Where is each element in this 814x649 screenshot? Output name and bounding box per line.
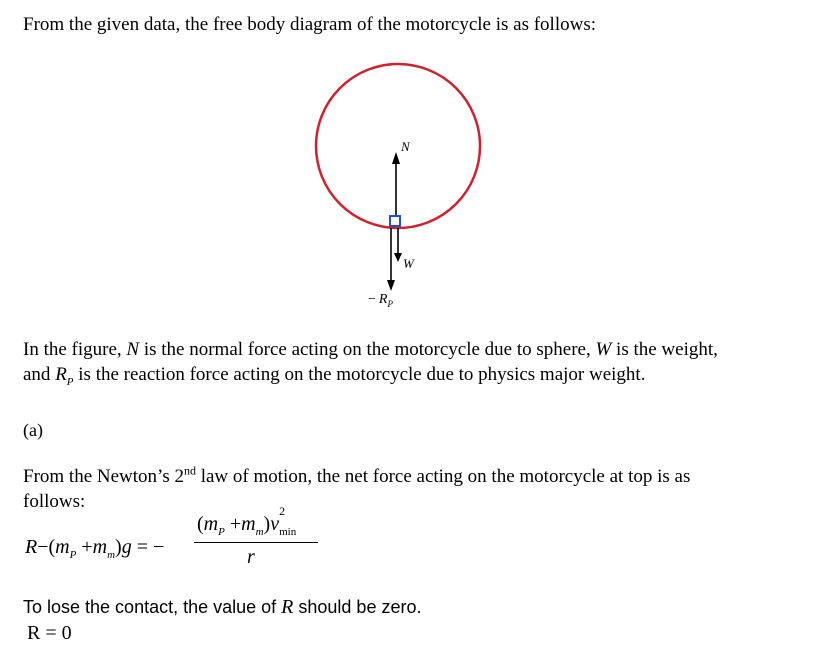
part-label: (a) (23, 420, 43, 440)
fraction-bar (194, 542, 318, 543)
weight-arrowhead (394, 253, 402, 262)
equation-numerator: $(m_P +m_m)v$ 2 $_{min}$ (197, 504, 297, 538)
sphere-circle (316, 64, 480, 228)
reaction-force-arrowhead (387, 280, 395, 291)
label-n: N (401, 139, 410, 154)
motorcycle-marker (390, 216, 400, 226)
newton-line-1: From the Newton’s 2nd law of motion, the net force acting on the motorcycle at top is as (23, 463, 691, 487)
equation-denominator: r (247, 546, 255, 568)
label-w: W (403, 256, 414, 271)
equation-r-zero: R = 0 (27, 622, 72, 644)
explanation-line-1: In the figure, N is the normal force acting on the motorcycle due to sphere, W is the weight, (23, 339, 718, 360)
equation-lhs: $R-(m_P +m_m)g$ = − (25, 536, 165, 561)
label-rp: − $R_P$ (368, 292, 393, 309)
explanation-line-2: and $R_P$ is the reaction force acting on the motorcycle due to physics major weight. (23, 364, 646, 388)
normal-force-arrowhead (392, 152, 400, 164)
newton-line-2: follows: (23, 491, 86, 512)
intro-text: From the given data, the free body diagram of the motorcycle is as follows: (23, 14, 597, 35)
contact-text: To lose the contact, the value of R should be zero. (23, 596, 422, 618)
